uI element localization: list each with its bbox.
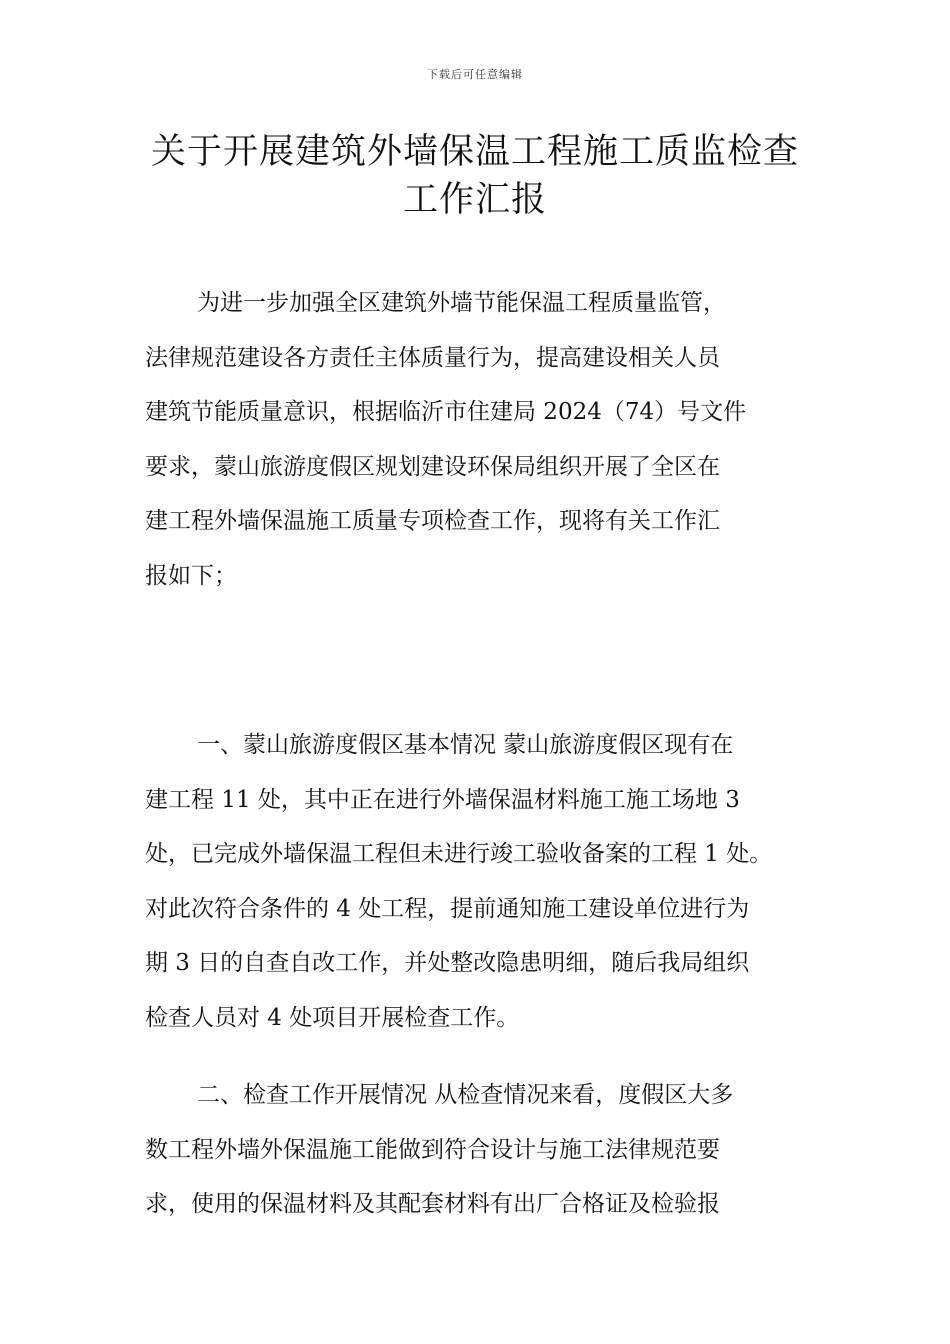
paragraph-section-1 — [145, 718, 817, 1045]
title-line: 关于开展建筑外墙保温工程施工质监检查 — [150, 132, 799, 172]
paragraph-line: 要求，蒙山旅游度假区规划建设环保局组织开展了全区在 — [145, 453, 720, 480]
paragraph-line: 建工程 11 处，其中正在进行外墙保温材料施工施工场地 3 — [145, 786, 740, 813]
paragraph-section-2 — [145, 1068, 817, 1232]
document-title — [120, 128, 830, 224]
paragraph-line: 处，已完成外墙保温工程但未进行竣工验收备案的工程 1 处。 — [145, 841, 773, 867]
paragraph-line: 报如下； — [145, 562, 237, 589]
paragraph-line: 数工程外墙外保温施工能做到符合设计与施工法律规范要 — [145, 1136, 720, 1163]
title-line: 工作汇报 — [402, 180, 547, 220]
paragraph-intro — [145, 276, 817, 603]
paragraph-line: 法律规范建设各方责任主体质量行为，提高建设相关人员 — [145, 344, 720, 371]
paragraph-line: 一、蒙山旅游度假区基本情况 蒙山旅游度假区现有在 — [197, 732, 734, 758]
paragraph-line: 为进一步加强全区建筑外墙节能保温工程质量监管， — [197, 290, 726, 316]
paragraph-line: 建工程外墙保温施工质量专项检查工作，现将有关工作汇 — [145, 508, 720, 534]
paragraph-line: 检查人员对 4 处项目开展检查工作。 — [145, 1004, 520, 1031]
paragraph-line: 二、检查工作开展情况 从检查情况来看，度假区大多 — [197, 1082, 734, 1108]
paragraph-line: 期 3 日的自查自改工作，并处整改隐患明细，随后我局组织 — [145, 950, 750, 976]
header-note: 下载后可任意编辑 — [427, 68, 523, 81]
paragraph-line: 求，使用的保温材料及其配套材料有出厂合格证及检验报 — [145, 1191, 720, 1217]
paragraph-line: 建筑节能质量意识，根据临沂市住建局 2024（74）号文件 — [145, 399, 747, 425]
paragraph-line: 对此次符合条件的 4 处工程，提前通知施工建设单位进行为 — [145, 895, 750, 922]
